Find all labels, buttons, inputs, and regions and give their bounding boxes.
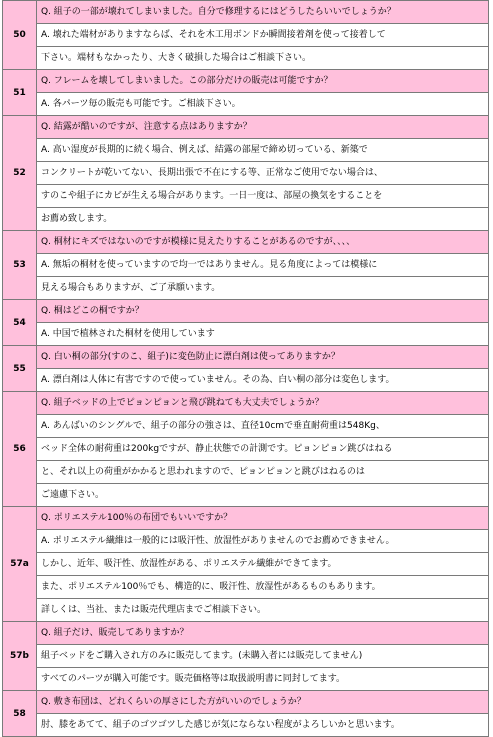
faq-answer-line: A. 各パーツ毎の販売も可能です。ご相談下さい。 xyxy=(37,93,489,116)
faq-answer-row xyxy=(3,208,489,231)
faq-question: Q. 白い桐の部分(すのこ、組子)に変色防止に漂白剤は使ってありますか？ xyxy=(37,346,489,369)
faq-number: 50 xyxy=(3,1,37,70)
faq-answer-row xyxy=(3,277,489,300)
faq-question: Q. 結露が酷いのですが、注意する点はありますか？ xyxy=(37,116,489,139)
faq-answer-line: A. 高い湿度が長期的に続く場合、例えば、結露の部屋で締め切っている、新築で xyxy=(37,139,489,162)
faq-question-row xyxy=(3,116,489,139)
faq-question-row xyxy=(3,346,489,369)
faq-answer-row xyxy=(3,415,489,438)
faq-question: Q. 敷き布団は、どれくらいの厚さにした方がいいのでしょうか？ xyxy=(37,691,489,714)
faq-question-row xyxy=(3,70,489,93)
faq-answer-row xyxy=(3,553,489,576)
faq-answer-line: A. 漂白剤は人体に有害ですので使っていません。その為、白い桐の部分は変色します。 xyxy=(37,369,489,392)
faq-answer-line: 見える場合もありますが、ご了承願います。 xyxy=(37,277,489,300)
faq-answer-row xyxy=(3,185,489,208)
faq-question-row xyxy=(3,1,489,24)
faq-answer-row xyxy=(3,668,489,691)
faq-answer-line: また、ポリエステル100％でも、構造的に、吸汗性、放湿性があるものもあります。 xyxy=(37,576,489,599)
faq-answer-row xyxy=(3,139,489,162)
faq-number: 57b xyxy=(3,622,37,691)
faq-answer-line: A. 壊れた端材がありますならば、それを木工用ボンドか瞬間接着剤を使って接着して xyxy=(37,24,489,47)
faq-question: Q. 桐材にキズではないのですが模様に見えたりすることがあるのですが、、、、 xyxy=(37,231,489,254)
faq-answer-row xyxy=(3,369,489,392)
faq-question-row xyxy=(3,622,489,645)
faq-answer-row xyxy=(3,47,489,70)
faq-number: 55 xyxy=(3,346,37,392)
faq-number: 57a xyxy=(3,507,37,622)
faq-answer-line: ベッド全体の耐荷重は200kgですが、静止状態での計測です。ピョンピョン跳びはねる xyxy=(37,438,489,461)
faq-answer-line: A. 無垢の桐材を使っていますので均一ではありません。見る角度によっては模様に xyxy=(37,254,489,277)
faq-answer-line: すのこや組子にカビが生える場合があります。一日一度は、部屋の換気をすることを xyxy=(37,185,489,208)
faq-answer-line: A. 中国で植林された桐材を使用しています xyxy=(37,323,489,346)
faq-question-row xyxy=(3,300,489,323)
faq-answer-line: A. あんばいのシングルで、組子の部分の強さは、直径10cmで垂直耐荷重は548Kg、 xyxy=(37,415,489,438)
faq-answer-row xyxy=(3,254,489,277)
faq-question-row xyxy=(3,691,489,714)
faq-question-row xyxy=(3,231,489,254)
faq-answer-row xyxy=(3,438,489,461)
faq-table xyxy=(2,0,489,737)
faq-number: 52 xyxy=(3,116,37,231)
faq-answer-line: コンクリートが乾いてない、長期出張で不在にする等、正常なご使用でない場合は、 xyxy=(37,162,489,185)
faq-answer-line: 詳しくは、当社、または販売代理店までご相談下さい。 xyxy=(37,599,489,622)
faq-answer-row xyxy=(3,645,489,668)
faq-question: Q. ポリエステル100％の布団でもいいですか？ xyxy=(37,507,489,530)
faq-answer-row xyxy=(3,484,489,507)
faq-number: 58 xyxy=(3,691,37,737)
faq-answer-row xyxy=(3,530,489,553)
faq-question: Q. 桐はどこの桐ですか？ xyxy=(37,300,489,323)
faq-answer-line: 下さい。端材もなかったり、大きく破損した場合はご相談下さい。 xyxy=(37,47,489,70)
faq-answer-line: と、それ以上の荷重がかかると思われますので、ピョンピョンと跳びはねるのは xyxy=(37,461,489,484)
faq-answer-row xyxy=(3,93,489,116)
faq-answer-line: すべてのパーツが購入可能です。販売価格等は取扱説明書に同封してます。 xyxy=(37,668,489,691)
faq-answer-row xyxy=(3,24,489,47)
faq-question: Q. 組子ベッドの上でピョンピョンと飛び跳ねても大丈夫でしょうか？ xyxy=(37,392,489,415)
faq-answer-line: ご遠慮下さい。 xyxy=(37,484,489,507)
faq-answer-line: 肘、膝をあてて、組子のゴツゴツした感じが気にならない程度がよろしいかと思います。 xyxy=(37,714,489,737)
faq-answer-row xyxy=(3,576,489,599)
faq-question-row xyxy=(3,392,489,415)
faq-answer-line: 組子ベッドをご購入され方のみに販売してます。(未購入者には販売してません) xyxy=(37,645,489,668)
faq-answer-line: しかし、近年、吸汗性、放湿性がある、ポリエステル繊維ができてます。 xyxy=(37,553,489,576)
faq-answer-row xyxy=(3,323,489,346)
faq-number: 56 xyxy=(3,392,37,507)
faq-answer-line: お薦め致します。 xyxy=(37,208,489,231)
faq-question: Q. 組子の一部が壊れてしまいました。自分で修理するにはどうしたらいいでしょうか？ xyxy=(37,1,489,24)
faq-answer-row xyxy=(3,162,489,185)
faq-number: 53 xyxy=(3,231,37,300)
faq-answer-row xyxy=(3,714,489,737)
faq-answer-line: A. ポリエステル繊維は一般的には吸汗性、放湿性がありませんのでお薦めできません。 xyxy=(37,530,489,553)
faq-number: 51 xyxy=(3,70,37,116)
faq-number: 54 xyxy=(3,300,37,346)
faq-body xyxy=(3,1,489,737)
faq-question-row xyxy=(3,507,489,530)
faq-question: Q. フレームを壊してしまいました。この部分だけの販売は可能ですか？ xyxy=(37,70,489,93)
faq-answer-row xyxy=(3,461,489,484)
faq-answer-row xyxy=(3,599,489,622)
faq-question: Q. 組子だけ、販売してありますか？ xyxy=(37,622,489,645)
